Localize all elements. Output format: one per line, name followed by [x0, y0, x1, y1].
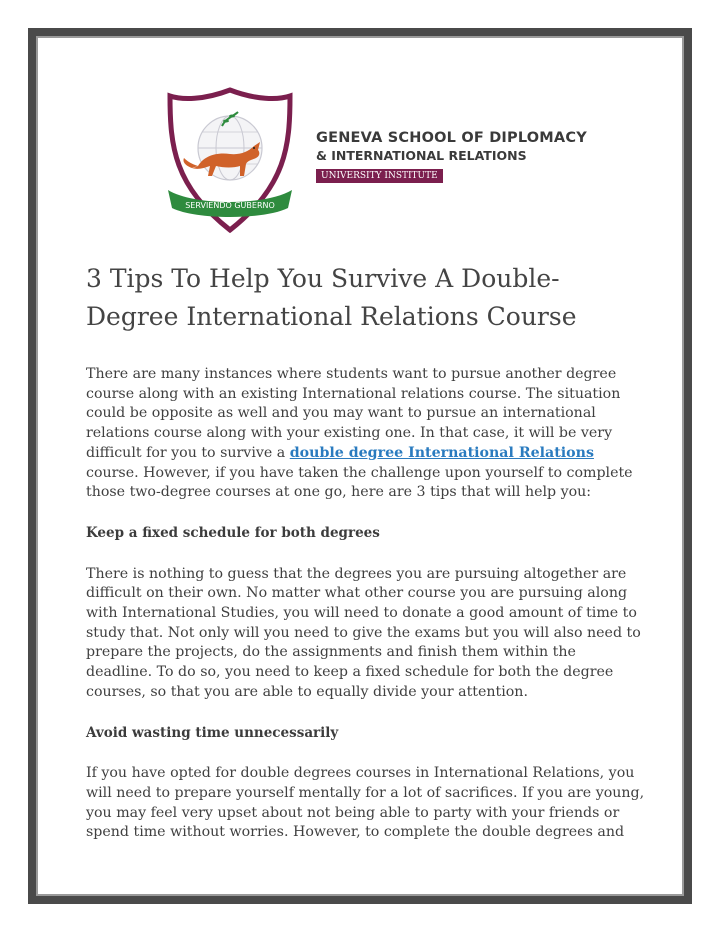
tip1-heading: Keep a fixed schedule for both degrees	[86, 524, 380, 541]
article-body	[86, 260, 646, 843]
article-title: 3 Tips To Help You Survive A Double-Degree International Relations Course	[86, 264, 577, 331]
intro-text-before-link: There are many instances where students want to pursue another degree course along with an existing International relations course. The situation could be opposite as well and you may want to pursue an international relations course along with your existing one. In that case, it will be very difficult for you to survive a	[86, 366, 621, 461]
fox-crest-icon	[164, 86, 296, 234]
intro-text-after-link: course. However, if you have taken the challenge upon yourself to complete those two-degree courses at one go, here are 3 tips that will help you:	[86, 464, 633, 501]
document-page	[36, 36, 684, 896]
school-name-line1: GENEVA SCHOOL OF DIPLOMACY	[316, 130, 587, 146]
double-degree-link[interactable]: double degree International Relations	[289, 444, 594, 461]
school-name-line2: & INTERNATIONAL RELATIONS	[316, 148, 527, 163]
tip1-paragraph: There is nothing to guess that the degrees you are pursuing altogether are difficult on their own. No matter what other course you are pursuing along with International Studies, you will need to donate a good amount of time to study that. Not only will you need to give the exams but you will also need to prepare the projects, do the assignments and finish them within the deadline. To do so, you need to keep a fixed schedule for both the degree courses, so that you are able to equally divide your attention.	[86, 565, 641, 700]
school-logo	[164, 86, 624, 236]
slide-frame	[28, 28, 692, 904]
tip2-paragraph: If you have opted for double degrees courses in International Relations, you will need to prepare yourself mentally for a lot of sacrifices. If you are young, you may feel very upset about not being able to party with your friends or spend time without worries. However, to complete the double degrees and	[86, 765, 645, 841]
crest-motto: SERVIENDO GUBERNO	[185, 201, 275, 210]
intro-paragraph	[86, 365, 646, 503]
tip2-heading: Avoid wasting time unnecessarily	[86, 724, 339, 741]
university-institute-badge: UNIVERSITY INSTITUTE	[316, 169, 443, 183]
school-wordmark	[316, 130, 587, 183]
